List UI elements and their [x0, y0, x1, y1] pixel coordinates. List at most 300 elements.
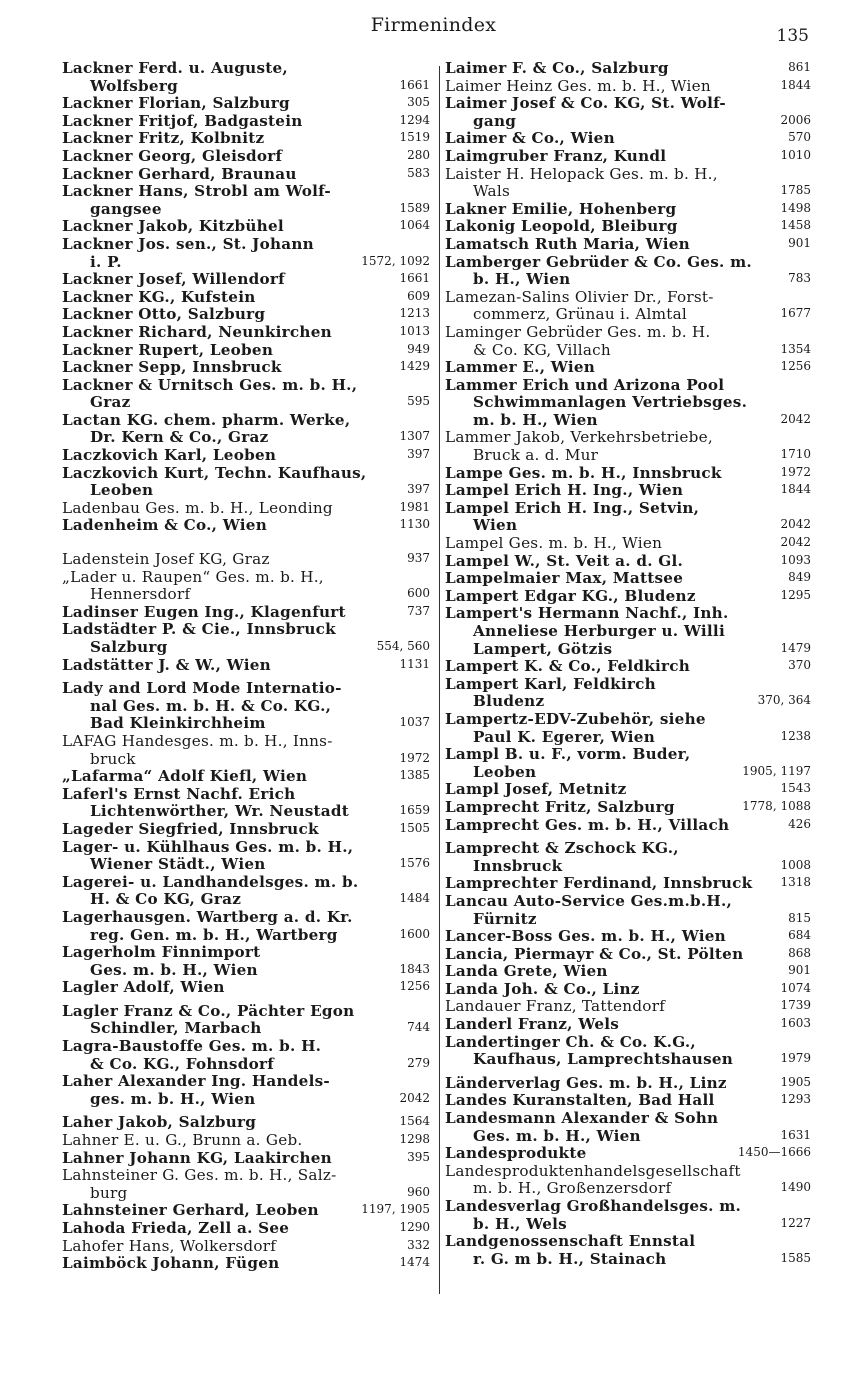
entry-name: Lahofer Hans, Wolkersdorf: [62, 1236, 277, 1255]
index-entry: [62, 786, 430, 821]
index-entry: [62, 657, 430, 675]
entry-page-ref: 1661: [399, 77, 430, 92]
index-entry: [445, 928, 811, 946]
index-entry: [445, 218, 811, 236]
index-entry: [445, 289, 811, 324]
entry-page-ref: 370: [788, 658, 811, 673]
entry-page-ref: 1227: [780, 1215, 811, 1230]
entry-page-ref: 1354: [780, 341, 811, 356]
entry-name: Lamatsch Ruth Maria, Wien: [445, 234, 690, 253]
entry-page-ref: 1905: [780, 1074, 811, 1089]
index-entry: [445, 588, 811, 606]
index-entry: [62, 874, 430, 909]
index-entry: [445, 465, 811, 483]
entry-name: Lampel Erich H. Ing., Wien: [445, 481, 684, 500]
entry-page-ref: 1238: [780, 728, 811, 743]
entry-page-ref: 2042: [780, 535, 811, 550]
entry-page-ref: 1213: [399, 306, 430, 321]
entry-name: Lampert's Hermann Nachf., Inh.: [445, 604, 729, 623]
index-entry: [445, 482, 811, 500]
entry-continuation: Anneliese Herburger u. Willi: [473, 622, 725, 640]
entry-name: Landesverlag Großhandelsges. m.: [445, 1197, 742, 1215]
index-entry: [445, 840, 811, 875]
entry-name: Lamezan-Salins Olivier Dr., Forst-: [445, 287, 714, 306]
index-entry: [445, 95, 811, 130]
entry-continuation: Fürnitz: [473, 909, 537, 928]
entry-name: Lackner Ferd. u. Auguste,: [62, 59, 288, 77]
entry-continuation: Wien: [473, 516, 518, 535]
entry-name: Lampert Karl, Feldkirch: [445, 674, 656, 693]
index-entry: [445, 359, 811, 377]
index-entry: [62, 166, 430, 184]
entry-page-ref: 901: [788, 235, 811, 250]
entry-name: Lady and Lord Mode Internatio-: [62, 679, 342, 698]
entry-name: Lager- u. Kühlhaus Ges. m. b. H.,: [62, 837, 354, 856]
index-entry: [62, 377, 430, 412]
entry-continuation: m. b. H., Großenzersdorf: [473, 1179, 672, 1198]
index-entry: [62, 289, 430, 307]
entry-name: Lactan KG. chem. pharm. Werke,: [62, 410, 351, 429]
entry-name: Lamprechter Ferdinand, Innsbruck: [445, 874, 753, 893]
entry-name: Lampl B. u. F., vorm. Buder,: [445, 745, 691, 764]
entry-page-ref: 868: [788, 945, 811, 960]
entry-name: Lackner Fritjof, Badgastein: [62, 111, 303, 130]
entry-page-ref: 1631: [780, 1127, 811, 1142]
entry-page-ref: 1385: [399, 768, 430, 783]
index-entry: [445, 981, 811, 999]
index-entry: [62, 447, 430, 465]
index-entry: [62, 733, 430, 768]
index-entry: [62, 1073, 430, 1108]
index-entry: [445, 1034, 811, 1069]
entry-name: Landgenossenschaft Ennstal: [445, 1232, 696, 1251]
entry-page-ref: 1298: [399, 1132, 430, 1147]
entry-page-ref: 1037: [399, 715, 430, 730]
entry-page-ref: 600: [407, 586, 430, 601]
left-column: [62, 60, 430, 1273]
entry-continuation: Schindler, Marbach: [90, 1019, 262, 1038]
index-entry: [62, 680, 430, 733]
entry-continuation: Lampert, Götzis: [473, 639, 613, 658]
entry-page-ref: 937: [407, 551, 430, 566]
column-divider: [439, 66, 440, 1294]
entry-name: Lampel W., St. Veit a. d. Gl.: [445, 551, 684, 570]
index-entry: [62, 551, 430, 569]
entry-name: Laimer Josef & Co. KG, St. Wolf-: [445, 94, 726, 113]
entry-name: Lackner Gerhard, Braunau: [62, 164, 297, 183]
entry-page-ref: 1474: [399, 1255, 430, 1270]
index-entry: [62, 909, 430, 944]
entry-page-ref: 1505: [399, 820, 430, 835]
entry-page-ref: 901: [788, 963, 811, 978]
index-entry: [62, 1003, 430, 1038]
index-entry: [62, 1220, 430, 1238]
entry-continuation: i. P.: [90, 252, 122, 271]
entry-name: Laimer & Co., Wien: [445, 129, 615, 148]
entry-name: Lagler Adolf, Wien: [62, 978, 225, 997]
entry-name: Lamberger Gebrüder & Co. Ges. m.: [445, 252, 752, 271]
entry-name: Ladenbau Ges. m. b. H., Leonding: [62, 498, 333, 517]
entry-name: Lackner Sepp, Innsbruck: [62, 358, 282, 377]
entry-page-ref: 395: [407, 1149, 430, 1164]
entry-page-ref: 1972: [780, 464, 811, 479]
entry-name: Lancau Auto-Service Ges.m.b.H.,: [445, 891, 733, 910]
entry-page-ref: 1543: [780, 781, 811, 796]
page-title: Firmenindex: [370, 14, 497, 36]
index-entry: [445, 893, 811, 928]
entry-page-ref: 1905, 1197: [742, 763, 811, 778]
entry-name: Lagler Franz & Co., Pächter Egon: [62, 1001, 355, 1020]
index-entry: [62, 500, 430, 518]
entry-name: Lagra-Baustoffe Ges. m. b. H.: [62, 1037, 322, 1056]
entry-continuation: Leoben: [90, 481, 154, 500]
index-entry: [62, 517, 430, 535]
index-entry: [62, 236, 430, 271]
entry-page-ref: 1074: [780, 980, 811, 995]
entry-page-ref: 1256: [780, 359, 811, 374]
entry-name: Laferl's Ernst Nachf. Erich: [62, 784, 296, 803]
entry-page-ref: 960: [407, 1184, 430, 1199]
entry-name: Lamprecht Fritz, Salzburg: [445, 797, 675, 816]
entry-name: Landa Joh. & Co., Linz: [445, 979, 640, 998]
entry-page-ref: 1661: [399, 271, 430, 286]
entry-page-ref: 1093: [780, 552, 811, 567]
index-entry: [445, 535, 811, 553]
entry-name: Lagerholm Finnimport: [62, 943, 261, 962]
index-entry: [62, 1238, 430, 1256]
entry-page-ref: 1844: [780, 482, 811, 497]
entry-name: Lammer Erich und Arizona Pool: [445, 375, 725, 394]
entry-page-ref: 1013: [399, 323, 430, 338]
entry-name: Laczkovich Kurt, Techn. Kaufhaus,: [62, 463, 367, 482]
entry-name: Ladinser Eugen Ing., Klagenfurt: [62, 602, 346, 621]
entry-continuation: Graz: [90, 393, 131, 412]
entry-name: Lahner E. u. G., Brunn a. Geb.: [62, 1131, 303, 1150]
entry-name: Lackner & Urnitsch Ges. m. b. H.,: [62, 375, 358, 394]
entry-name: Landesprodukte: [445, 1144, 587, 1163]
entry-page-ref: 1576: [399, 856, 430, 871]
entry-name: Lageder Siegfried, Innsbruck: [62, 819, 319, 838]
entry-page-ref: 2042: [399, 1090, 430, 1105]
index-entry: [62, 621, 430, 656]
entry-continuation: b. H., Wien: [473, 270, 571, 289]
index-entry: [445, 658, 811, 676]
entry-page-ref: 1307: [399, 429, 430, 444]
index-entry: [445, 60, 811, 78]
index-entry: [62, 306, 430, 324]
index-entry: [62, 342, 430, 360]
index-entry: [445, 1075, 811, 1093]
entry-continuation: H. & Co KG, Graz: [90, 890, 242, 909]
entry-continuation: r. G. m b. H., Stainach: [473, 1249, 667, 1268]
index-entry: [62, 1132, 430, 1150]
entry-name: Lampe Ges. m. b. H., Innsbruck: [445, 463, 722, 482]
index-entry: [62, 148, 430, 166]
index-entry: [445, 148, 811, 166]
entry-page-ref: 1479: [780, 640, 811, 655]
entry-page-ref: 861: [788, 60, 811, 74]
entry-name: „Lader u. Raupen“ Ges. m. b. H.,: [62, 567, 324, 586]
entry-continuation: & Co. KG., Fohnsdorf: [90, 1054, 275, 1073]
entry-continuation: & Co. KG, Villach: [473, 340, 611, 359]
index-entry: [62, 1114, 430, 1132]
entry-page-ref: 1785: [780, 183, 811, 198]
index-entry: [62, 768, 430, 786]
index-entry: [445, 78, 811, 96]
index-entry: [62, 271, 430, 289]
entry-name: Laher Jakob, Salzburg: [62, 1113, 257, 1132]
entry-page-ref: 1197, 1905: [361, 1202, 430, 1217]
entry-page-ref: 609: [407, 288, 430, 303]
entry-continuation: gangsee: [90, 199, 162, 218]
index-entry: [62, 60, 430, 95]
index-entry: [62, 1167, 430, 1202]
entry-name: Ladenheim & Co., Wien: [62, 516, 268, 535]
page-number: 135: [776, 26, 809, 46]
entry-name: Lampel Ges. m. b. H., Wien: [445, 534, 663, 553]
entry-page-ref: 1490: [780, 1180, 811, 1195]
entry-continuation: bruck: [90, 749, 136, 768]
entry-page-ref: 1294: [399, 112, 430, 127]
entry-continuation: Bruck a. d. Mur: [473, 446, 599, 465]
index-entry: [445, 963, 811, 981]
entry-name: Lackner Otto, Salzburg: [62, 305, 266, 324]
entry-page-ref: 1290: [399, 1220, 430, 1234]
entry-page-ref: 1130: [399, 517, 430, 532]
entry-page-ref: 1981: [399, 499, 430, 514]
entry-page-ref: 1585: [780, 1250, 811, 1265]
index-entry: [445, 1110, 811, 1145]
entry-name: Laimer F. & Co., Salzburg: [445, 59, 669, 77]
entry-continuation: nal Ges. m. b. H. & Co. KG.,: [90, 696, 332, 715]
entry-continuation: Paul K. Egerer, Wien: [473, 727, 655, 746]
entry-name: Laher Alexander Ing. Handels-: [62, 1072, 330, 1091]
index-entry: [62, 979, 430, 997]
entry-page-ref: 1589: [399, 200, 430, 215]
index-entry: [62, 95, 430, 113]
entry-page-ref: 595: [407, 394, 430, 409]
index-entry: [62, 569, 430, 604]
entry-name: Lammer Jakob, Verkehrsbetriebe,: [445, 428, 713, 447]
entry-name: Lahnsteiner G. Ges. m. b. H., Salz-: [62, 1166, 337, 1185]
index-entry: [62, 218, 430, 236]
entry-continuation: Leoben: [473, 762, 537, 781]
index-entry: [445, 676, 811, 711]
entry-name: Lampl Josef, Metnitz: [445, 780, 627, 799]
entry-page-ref: 1843: [399, 961, 430, 976]
entry-name: Lancer-Boss Ges. m. b. H., Wien: [445, 927, 726, 946]
index-entry: [445, 746, 811, 781]
entry-continuation: Schwimmanlagen Vertriebsges.: [473, 393, 748, 412]
entry-name: Laister H. Helopack Ges. m. b. H.,: [445, 164, 718, 183]
entry-continuation: Innsbruck: [473, 856, 563, 875]
entry-name: Lackner Hans, Strobl am Wolf-: [62, 182, 331, 201]
entry-continuation: Kaufhaus, Lamprechtshausen: [473, 1050, 734, 1069]
index-entry: [445, 1198, 811, 1233]
index-entry: [62, 359, 430, 377]
entry-name: Lackner Georg, Gleisdorf: [62, 146, 283, 165]
entry-page-ref: 1710: [780, 447, 811, 462]
entry-page-ref: 397: [407, 482, 430, 497]
entry-name: Lackner Florian, Salzburg: [62, 94, 290, 113]
index-entry: [445, 377, 811, 430]
entry-name: Landesmann Alexander & Sohn: [445, 1109, 719, 1128]
entry-page-ref: 426: [788, 816, 811, 831]
index-entry: [445, 711, 811, 746]
entry-page-ref: 1603: [780, 1016, 811, 1031]
entry-continuation: Ges. m. b. H., Wien: [90, 960, 258, 979]
entry-name: Landertinger Ch. & Co. K.G.,: [445, 1032, 696, 1051]
index-entry: [445, 605, 811, 658]
entry-page-ref: 1131: [399, 656, 430, 671]
entry-page-ref: 949: [407, 341, 430, 356]
entry-name: Laczkovich Karl, Leoben: [62, 446, 277, 465]
entry-name: Laimer Heinz Ges. m. b. H., Wien: [445, 76, 711, 95]
entry-name: Laimböck Johann, Fügen: [62, 1254, 280, 1273]
entry-name: Lamprecht Ges. m. b. H., Villach: [445, 815, 730, 834]
entry-name: Lampertz-EDV-Zubehör, siehe: [445, 709, 706, 728]
entry-page-ref: 1739: [780, 998, 811, 1013]
entry-page-ref: 744: [407, 1020, 430, 1035]
entry-page-ref: 684: [788, 928, 811, 943]
index-entry: [62, 183, 430, 218]
entry-continuation: Dr. Kern & Co., Graz: [90, 428, 269, 447]
index-entry: [445, 254, 811, 289]
entry-name: Ladenstein Josef KG, Graz: [62, 550, 270, 569]
index-entry: [62, 465, 430, 500]
entry-page-ref: 279: [407, 1055, 430, 1070]
entry-name: Lakonig Leopold, Bleiburg: [445, 217, 678, 236]
index-entry: [445, 946, 811, 964]
entry-name: Lagerhausgen. Wartberg a. d. Kr.: [62, 907, 353, 926]
index-entry: [445, 799, 811, 817]
index-entry: [445, 1163, 811, 1198]
entry-continuation: Lichtenwörther, Wr. Neustadt: [90, 802, 350, 821]
index-entry: [62, 944, 430, 979]
entry-continuation: Wals: [473, 182, 510, 201]
entry-continuation: commerz, Grünau i. Almtal: [473, 305, 687, 324]
entry-name: Landes Kuranstalten, Bad Hall: [445, 1091, 715, 1110]
entry-continuation: gang: [473, 111, 517, 130]
entry-name: Lancia, Piermayr & Co., St. Pölten: [445, 944, 744, 963]
entry-page-ref: 2006: [780, 112, 811, 127]
entry-page-ref: 1778, 1088: [742, 798, 811, 813]
index-entry: [62, 412, 430, 447]
index-entry: [445, 1145, 811, 1163]
entry-page-ref: 1010: [780, 147, 811, 162]
entry-name: Ladstätter J. & W., Wien: [62, 655, 271, 674]
entry-page-ref: 1293: [780, 1092, 811, 1107]
entry-name: Landauer Franz, Tattendorf: [445, 997, 666, 1016]
entry-page-ref: 2042: [780, 517, 811, 532]
entry-page-ref: 783: [788, 271, 811, 286]
entry-continuation: Bludenz: [473, 692, 545, 711]
index-entry: [445, 130, 811, 148]
entry-page-ref: 1972: [399, 750, 430, 765]
entry-page-ref: 737: [407, 603, 430, 618]
entry-page-ref: 1256: [399, 979, 430, 994]
entry-page-ref: 397: [407, 447, 430, 462]
entry-page-ref: 332: [407, 1237, 430, 1252]
index-entry: [445, 236, 811, 254]
index-entry: [62, 821, 430, 839]
entry-page-ref: 849: [788, 570, 811, 585]
entry-page-ref: 583: [407, 165, 430, 180]
entry-name: Lackner Rupert, Leoben: [62, 340, 274, 359]
entry-page-ref: 1008: [780, 857, 811, 872]
entry-page-ref: 1458: [780, 218, 811, 233]
entry-name: Lackner Richard, Neunkirchen: [62, 322, 332, 341]
index-entry: [62, 130, 430, 148]
index-entry: [445, 553, 811, 571]
index-entry: [445, 817, 811, 835]
entry-name: Lampel Erich H. Ing., Setvin,: [445, 498, 700, 517]
entry-name: Lackner Josef, Willendorf: [62, 270, 285, 289]
entry-name: Landa Grete, Wien: [445, 962, 608, 981]
index-entry: [445, 781, 811, 799]
entry-name: Lampelmaier Max, Mattsee: [445, 569, 684, 588]
entry-page-ref: 1600: [399, 926, 430, 941]
index-entry: [445, 166, 811, 201]
index-entry: [62, 1038, 430, 1073]
entry-name: Laminger Gebrüder Ges. m. b. H.: [445, 322, 711, 341]
entry-name: Lahner Johann KG, Laakirchen: [62, 1148, 332, 1167]
entry-page-ref: 1564: [399, 1114, 430, 1129]
entry-name: Ladstädter P. & Cie., Innsbruck: [62, 620, 336, 639]
entry-name: Lackner Jos. sen., St. Johann: [62, 234, 314, 253]
entry-page-ref: 280: [407, 147, 430, 162]
entry-name: Lakner Emilie, Hohenberg: [445, 199, 677, 218]
entry-page-ref: 1519: [399, 130, 430, 145]
entry-page-ref: 1450—1666: [737, 1145, 811, 1160]
entry-page-ref: 1064: [399, 218, 430, 233]
entry-name: Lamprecht & Zschock KG.,: [445, 839, 679, 858]
entry-page-ref: 554, 560: [376, 639, 430, 653]
entry-continuation: burg: [90, 1183, 128, 1202]
index-entry: [62, 839, 430, 874]
entry-continuation: ges. m. b. H., Wien: [90, 1089, 256, 1108]
entry-page-ref: 1295: [780, 587, 811, 602]
entry-name: Länderverlag Ges. m. b. H., Linz: [445, 1073, 727, 1092]
entry-name: Landesproduktenhandelsgesellschaft: [445, 1161, 741, 1180]
entry-name: Lackner Fritz, Kolbnitz: [62, 129, 265, 148]
index-entry: [62, 324, 430, 342]
index-entry: [445, 429, 811, 464]
index-entry: [445, 998, 811, 1016]
index-entry: [445, 324, 811, 359]
entry-page-ref: 1318: [780, 875, 811, 890]
entry-name: Lahnsteiner Gerhard, Leoben: [62, 1201, 319, 1220]
entry-continuation: Bad Kleinkirchheim: [90, 714, 266, 733]
entry-page-ref: 305: [407, 95, 430, 110]
entry-page-ref: 1659: [399, 803, 430, 818]
entry-continuation: m. b. H., Wien: [473, 410, 598, 429]
index-entry: [445, 1233, 811, 1268]
index-entry: [62, 1202, 430, 1220]
entry-name: Lahoda Frieda, Zell a. See: [62, 1219, 290, 1237]
entry-name: Lampert Edgar KG., Bludenz: [445, 586, 696, 605]
entry-page-ref: 1429: [399, 359, 430, 374]
index-entry: [445, 875, 811, 893]
entry-continuation: Wiener Städt., Wien: [90, 855, 266, 874]
entry-continuation: Wolfsberg: [90, 76, 178, 95]
entry-name: Lackner Jakob, Kitzbühel: [62, 217, 284, 236]
entry-name: Laimgruber Franz, Kundl: [445, 146, 667, 165]
index-entry: [445, 570, 811, 588]
entry-page-ref: 370, 364: [757, 693, 811, 708]
entry-continuation: Hennersdorf: [90, 585, 191, 604]
entry-page-ref: 1484: [399, 891, 430, 906]
